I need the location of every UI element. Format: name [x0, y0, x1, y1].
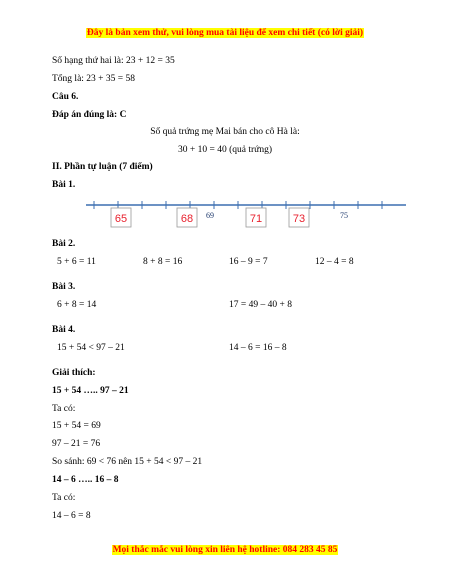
text-line: 14 – 6 = 8	[52, 511, 91, 521]
header-banner: Đây là bản xem thử, vui lòng mua tài liệu để xem chi tiết (có lời giải)	[86, 28, 364, 38]
number-box-value: 73	[292, 213, 306, 225]
exercise-heading: Bài 1.	[52, 180, 76, 190]
number-label: 69	[206, 211, 214, 220]
number-box	[289, 208, 309, 227]
equation: 5 + 6 = 11	[57, 257, 96, 267]
equation: 16 – 9 = 7	[229, 257, 268, 267]
equation: 15 + 54 < 97 – 21	[57, 343, 125, 353]
exercise-heading: Bài 2.	[52, 239, 76, 249]
number-box-value: 65	[114, 213, 128, 225]
number-label: 75	[340, 211, 348, 220]
number-box	[111, 208, 131, 227]
equation: 12 – 4 = 8	[315, 257, 354, 267]
comparison-heading: 14 – 6 ….. 16 – 8	[52, 475, 119, 485]
equation: 17 = 49 – 40 + 8	[229, 300, 292, 310]
equation: 8 + 8 = 16	[143, 257, 183, 267]
text-line: 15 + 54 = 69	[52, 421, 101, 431]
explanation-heading: Giải thích:	[52, 368, 96, 378]
exercise-heading: Bài 4.	[52, 325, 76, 335]
text-line: Ta có:	[52, 404, 76, 414]
footer-banner: Mọi thắc mắc vui lòng xin liên hệ hotline: 084 283 45 85	[112, 545, 338, 555]
text-line-centered: Số quả trứng mẹ Mai bán cho cô Hà là:	[150, 127, 300, 137]
section-heading: Câu 6.	[52, 92, 79, 102]
section-heading: II. Phần tự luận (7 điểm)	[52, 162, 153, 172]
text-line: Ta có:	[52, 493, 76, 503]
text-line: 97 – 21 = 76	[52, 439, 101, 449]
text-line: Số hạng thứ hai là: 23 + 12 = 35	[52, 56, 175, 66]
number-box	[246, 208, 266, 227]
number-line	[86, 195, 406, 235]
comparison-heading: 15 + 54 ….. 97 – 21	[52, 386, 129, 396]
text-line: Tổng là: 23 + 35 = 58	[52, 74, 136, 84]
number-box-value: 71	[249, 213, 263, 225]
exercise-heading: Bài 3.	[52, 282, 76, 292]
number-box-value: 68	[180, 213, 194, 225]
text-line: So sánh: 69 < 76 nên 15 + 54 < 97 – 21	[52, 457, 203, 467]
number-box	[177, 208, 197, 227]
equation: 14 – 6 = 16 – 8	[229, 343, 287, 353]
equation: 6 + 8 = 14	[57, 300, 97, 310]
answer-line: Đáp án đúng là: C	[52, 110, 127, 120]
text-line-centered: 30 + 10 = 40 (quả trứng)	[178, 145, 272, 155]
